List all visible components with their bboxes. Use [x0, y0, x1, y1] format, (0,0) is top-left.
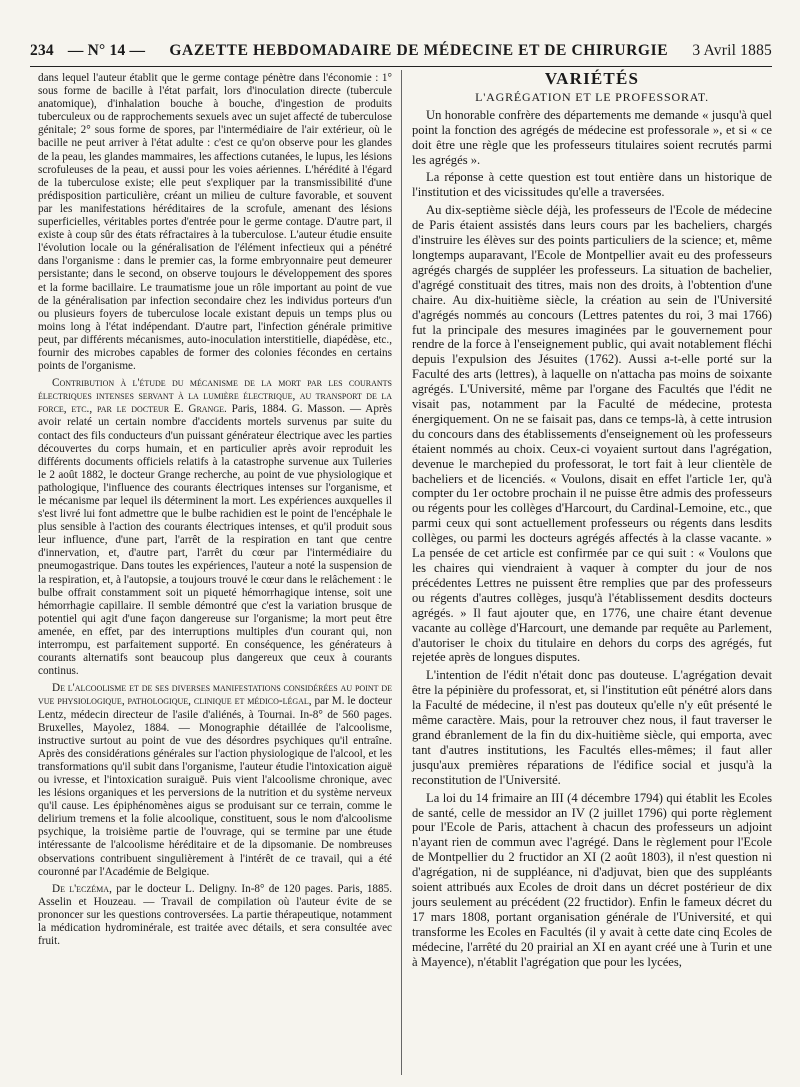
varietes-paragraph-5: La loi du 14 frimaire an III (4 décembre 1794) qui établit les Ecoles de santé, celle de messidor an IV (2 juillet 1796) qui porte règlement pour l'Ecole de Paris, attachent à chacun des professeurs un adjoint n'ayant rien de commun avec l'agrégé. Dans le règlement pour l'Ecole de Montpellier du 2 fructidor an XI (2 août 1803), il n'est question ni d'agrégation, ni de suppléance, ni d'adjuvat, bien que des suppléants soient attribués aux Ecoles de droit dans un décret postérieur de dix jours seulement au précédent (22 fructidor). Enfin le fameux décret du 17 mars 1808, portant organisation générale de l'Université, et qui transforme les Ecoles en Facultés (il y avait à cette date cinq Ecoles de médecine, l'arrêté du 20 prairial an XI en ayant créé une à Turin et une à Mayence), n'établit l'agrégation que pour les lycées, [412, 790, 772, 969]
page-number: 234 [30, 42, 54, 59]
left-column [38, 72, 392, 952]
eczema-review-body: par le docteur L. Deligny. In-8° de 120 pages. Paris, 1885. Asselin et Houzeau. — Travail de compilation où l'auteur évite de se prononcer sur les questions controversées. La partie thérapeutique, notamment la médication hydrominérale, est traitée avec détails, et sera consultée avec fruit. [38, 882, 392, 948]
varietes-paragraph-2: La réponse à cette question est tout entière dans un historique de l'institution et des vicissitudes qu'elle a traversées. [412, 170, 772, 200]
electric-death-review-heading: Contribution à l'étude du mécanisme de la mort par les courants électriques intenses servant à la lumière électrique, au transport de la force, etc., par le docteur E. Grange. [38, 377, 392, 416]
varietes-paragraph-3: Au dix-septième siècle déjà, les professeurs de l'Ecole de médecine de Paris étaient assistés dans leurs cours par les bacheliers, chargés d'instruire les élèves sur des points particuliers de la science; et, même longtemps auparavant, l'Ecole de Montpellier avait eu des professeurs agrégés chargés de suppléer les professeurs. La situation de bachelier, d'agrégé constituait des titres, mais non des droits, à l'obtention d'une chaire. Au dix-huitième siècle, la création au sein de l'Université d'agrégés nommés au concours (Lettres patentes du roi, 3 mai 1766) fut la principale des mesures imaginées par le gouvernement pour rendre de la force à l'enseignement public, qui avait notablement fléchi depuis l'expulsion des Jésuites (1762). Aussi a-t-elle porté sur la Faculté des arts (lettres), à laquelle on n'attacha pas moins de soixante agrégés. L'Université, même par l'organe des Facultés que l'édit ne visait pas, notamment par la Faculté de médecine, protesta énergiquement. On ne se faisait pas, dans ce temps-là, à cette intrusion du concours dans des établissements d'enseignement où les professeurs étaient nommés au choix. Ceux-ci voyaient surtout dans l'agrégation, devenue le marchepied du professorat, le tort fait à leur clientèle de bacheliers et de licenciés. « Voulons, disait en effet l'article 1er, qu'à compter du 1er octobre prochain il ne puisse être admis des professeurs ou régents pour les collèges d'Harcourt, du Cardinal-Lemoine, etc., que parmi ceux qui sont actuellement professeurs ou régents dans lesdits collèges, ou parmi les docteurs agrégés affectés à la classe vacante. » La pensée de cet article est confirmée par ce qui suit : « Voulons que les chaires qui viendraient à vaquer à compter du jour de nos précédentes Lettres ne puissent être remplies que par des professeurs ou régents d'autres collèges, jusqu'à l'établissement desdits docteurs agrégés. » Il faut ajouter que, en 1776, une chaire étant devenue vacante au collège d'Harcourt, une demande par requête au Parlement, d'autoriser le choix du titulaire en dehors du corps des agrégés, fut rejetée après de longues disputes. [412, 203, 772, 665]
varietes-paragraph-1: Un honorable confrère des départements me demande « jusqu'à quel point la fonction des agrégés de médecine est professorale », et si « ce doit être une règle que les professeurs titulaires soient recrutés parmi les agrégés ». [412, 107, 772, 167]
varietes-paragraph-4: L'intention de l'édit n'était donc pas douteuse. L'agrégation devait être la pépinière du professorat, et, si l'institution eût pénétré alors dans la Faculté de médecine, il n'est pas douteux qu'elle n'y eût présenté le même caractère. Mais, pour la retrouver chez nous, il faut traverser le grand ébranlement de la fin du dix-huitième siècle, qui emporta, avec tant d'autres institutions, les Facultés elles-mêmes; il faut aller jusqu'aux premières réparations de l'édifice social et jusqu'à la reconstitution de l'Université. [412, 668, 772, 787]
issue-number: — N° 14 — [67, 42, 146, 59]
alcoholism-review-body: par M. le docteur Lentz, médecin directeur de l'asile d'aliénés, à Tournai. In-8° de 560 pages. Bruxelles, Mayolez, 1884. — Monographie détaillée de l'alcoolisme, instructive surtout au point de vue des désordres psychiques qu'il entraîne. Après des considérations générales sur l'action physiologique de l'alcool, et les transformations qu'il subit dans l'organisme, l'auteur étudie l'intoxication aiguë ou ivresse, et l'intoxication suraiguë. Puis vient l'alcoolisme chronique, avec les lésions organiques et les perversions de la nutrition et du système nerveux qu'il cause. Les épiphénomènes aigus se produisant sur ce terrain, comme le delirium tremens et la folie alcoolique, constituent, sous le nom d'alcoolisme psychique, la troisième partie de l'ouvrage, qui se termine par une étude intéressante de l'alcoolisme héréditaire et de la dipsomanie. De nombreuses observations contribuent singulièrement à l'intérêt de ce travail, qui a été couronné par l'Académie de Belgique. [38, 695, 392, 878]
eczema-review-heading: De l'eczéma, [52, 882, 112, 895]
electric-death-review-body: Paris, 1884. G. Masson. — Après avoir relaté un certain nombre d'accidents mortels survenus par suite du contact des fils conducteurs d'un puissant générateur électrique avec les parties découvertes du corps humain, et en particulier après avoir reproduit les différents documents officiels relatifs à la catastrophe survenue aux Tuileries le 2 août 1882, le docteur Grange recherche, au point de vue physiologique et pathologique, l'influence des courants électriques intenses sur l'organisme, et le mécanisme par lequel ils déterminent la mort. Les expériences auxquelles il s'est livré lui font admettre que le bulbe rachidien est le point de l'encéphale le plus sensible à l'action des courants électriques intenses, et qu'il produit sous leur influence, d'une part, l'arrêt de la respiration en tant que centre d'innervation, et, d'autre part, l'arrêt du cœur par l'intermédiaire du pneumogastrique. Dans toutes les expériences, l'auteur a noté la suspension de la respiration, et, à l'autopsie, a toujours trouvé le cœur dans le relâchement : le bulbe offrait constamment soit un piqueté hémorrhagique intense, soit une hémorrhagie capillaire. Il semble démontré que c'est la variation brusque de potentiel qui agit d'une façon dangereuse sur l'organisme; la mort peut être amenée, en effet, par des interruptions multiples d'un courant qui, non interrompu, est parfaitement supporté. En conséquence, les générateurs à courants alternatifs sont beaucoup plus dangereux que ceux à courants continus. [38, 403, 392, 678]
tuberculosis-review-text: dans lequel l'auteur établit que le germe contage pénètre dans l'économie : 1° sous forme de bacille à l'état parfait, lors d'inoculation directe (tubercule anatomique), d'inhalation bouche à bouche, d'ingestion de produits tuberculeux ou de rapprochements sexuels avec un sujet affecté de tuberculose génitale; 2° sous forme de spores, par l'intermédiaire de l'air extérieur, où le bacille ne peut arriver à l'état adulte : c'est ce qu'on observe pour les glandes de la peau, les glandes mammaires, les affections cutanées, le lupus, les lésions scrofuleuses de la peau, et aussi pour les voies aériennes. L'hérédité à l'égard de la tuberculose existe; elle peut s'expliquer par la transmissibilité d'une prédisposition particulière, créant un milieu de culture favorable, et souvent par les manifestations héréditaires de la scrofule, amenant des lésions superficielles, véritables portes d'entrée pour le germe contage. D'autre part, il existe à coup sûr des états réfractaires à la tuberculose. L'auteur étudie ensuite l'évolution locale ou la généralisation de l'élément infectieux qui a pénétré dans l'organisme : dans le premier cas, la forme embryonnaire peut demeurer persistante; dans le second, on observe toujours le développement des spores et la forme bacillaire. Le traumatisme joue un rôle important au point de vue de la généralisation par infection secondaire chez les individus porteurs d'un ou plusieurs foyers de tuberculose locale existant depuis un temps plus ou moins long à l'état indépendant. D'autre part, l'infection générale primitive peut, par différents mécanismes, auto-inoculation interstitielle, diapédèse, etc., fournir des microbes capables de former des colonies fécondes en certains points de l'organisme. [38, 72, 392, 373]
section-title: VARIÉTÉS [544, 69, 640, 88]
eczema-review [38, 883, 392, 948]
page-header [30, 42, 772, 64]
journal-title: GAZETTE HEBDOMADAIRE DE MÉDECINE ET DE CHIRURGIE [169, 42, 669, 59]
header-left [30, 42, 145, 60]
alcoholism-review-heading: De l'alcoolisme et de ses diverses manifestations considérées au point de vue physiologique, pathologique, clinique et médico-légal, [38, 682, 392, 708]
right-column [412, 69, 772, 972]
header-rule [30, 66, 772, 67]
electric-death-review [38, 377, 392, 678]
alcoholism-review [38, 682, 392, 878]
issue-date: 3 Avril 1885 [692, 42, 772, 59]
column-divider [401, 70, 402, 1075]
section-subtitle: L'AGRÉGATION ET LE PROFESSORAT. [475, 89, 709, 104]
